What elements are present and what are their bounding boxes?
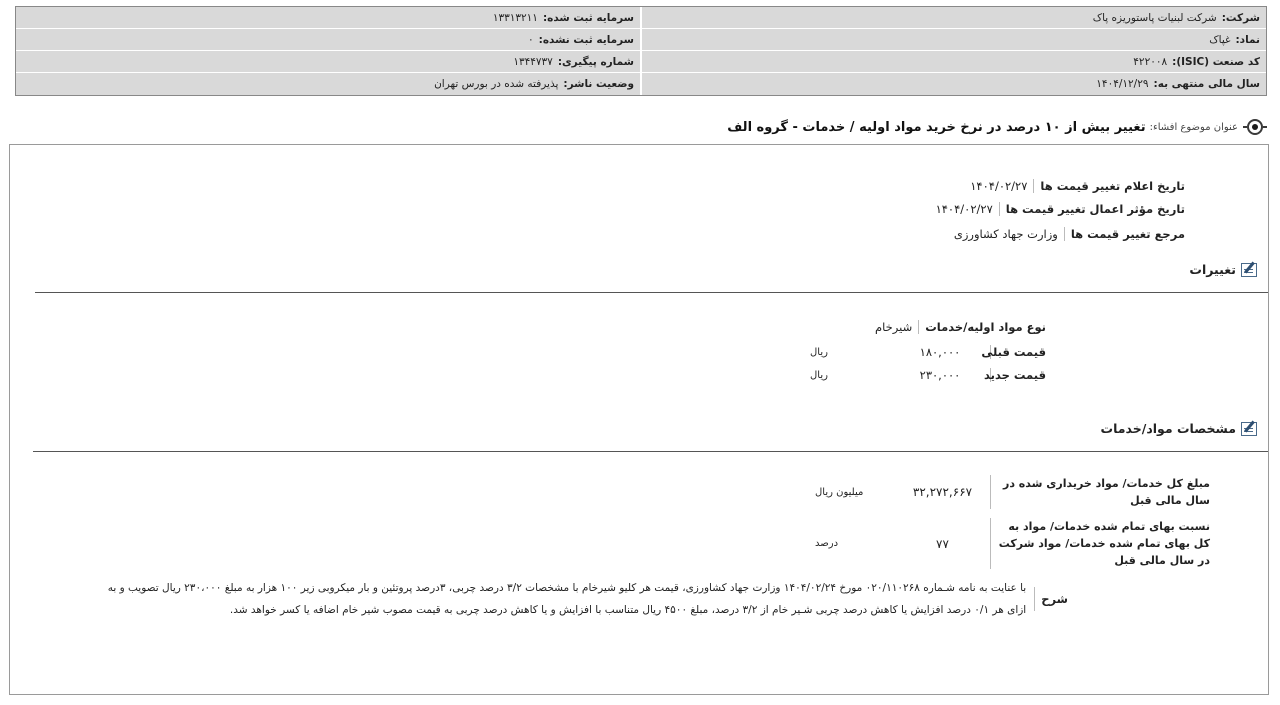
cost-ratio-row — [805, 518, 1210, 569]
tracking-number-label: شماره پیگیری: — [557, 55, 634, 68]
description-label: شرح — [1034, 587, 1068, 611]
cost-ratio-label: نسبت بهای تمام شده خدمات/ مواد به کل بهای تمام شده خدمات/ مواد شرکت در سال مالی قبل — [990, 518, 1210, 569]
cost-ratio-value: ۷۷ — [936, 536, 949, 551]
subject-title: تغییر بیش از ۱۰ درصد در نرخ خرید مواد اولیه / خدمات - گروه الف — [727, 119, 1146, 135]
previous-price-unit: ریال — [810, 346, 828, 358]
isic-label: کد صنعت (ISIC): — [1172, 55, 1260, 68]
effective-date-row — [936, 198, 1185, 220]
specs-section-header — [1101, 419, 1260, 437]
registered-capital-cell — [16, 7, 640, 28]
effective-date-value: ۱۴۰۴/۰۲/۲۷ — [935, 202, 993, 216]
disclosure-subject — [727, 116, 1266, 138]
publisher-status-value: پذیرفته شده در بورس تهران — [434, 78, 559, 90]
cost-ratio-unit: درصد — [815, 538, 839, 549]
specs-section-title: مشخصات مواد/خدمات — [1100, 420, 1236, 436]
total-purchase-unit: میلیون ریال — [815, 486, 864, 498]
fiscal-year-cell — [640, 73, 1266, 95]
info-row-fiscal — [16, 73, 1266, 95]
previous-price-row — [810, 341, 1046, 363]
target-icon — [1244, 116, 1266, 138]
specs-divider — [33, 451, 1268, 452]
changes-divider — [35, 292, 1268, 293]
changes-section-header — [1189, 260, 1260, 278]
new-price-value: ۲۳۰,۰۰۰ — [919, 368, 961, 382]
new-price-row — [810, 364, 1046, 386]
company-value: شرکت لبنیات پاستوریزه پاک — [1092, 11, 1217, 24]
symbol-label: نماد: — [1235, 33, 1260, 46]
changes-section-title: تغییرات — [1189, 261, 1236, 277]
fiscal-year-label: سال مالی منتهی به: — [1153, 78, 1260, 90]
registered-capital-label: سرمایه ثبت شده: — [542, 11, 634, 24]
fiscal-year-value: ۱۴۰۴/۱۲/۲۹ — [1096, 78, 1149, 90]
info-row-symbol — [16, 29, 1266, 51]
new-price-label: قیمت جدید — [983, 368, 1046, 382]
symbol-value: غپاک — [1209, 33, 1231, 46]
price-reference-value: وزارت جهاد کشاورزی — [953, 227, 1058, 241]
effective-date-label: تاریخ مؤثر اعمال تغییر قیمت ها — [999, 202, 1185, 216]
isic-value: ۴۲۲۰۰۸ — [1133, 55, 1168, 68]
price-reference-row — [954, 223, 1185, 245]
company-cell — [640, 7, 1266, 28]
disclosure-body — [9, 144, 1269, 695]
material-type-row — [875, 316, 1046, 338]
tracking-number-cell — [16, 51, 640, 72]
material-type-label: نوع مواد اولیه/خدمات — [918, 320, 1046, 334]
previous-price-value: ۱۸۰,۰۰۰ — [919, 345, 961, 359]
total-purchase-label: مبلغ کل خدمات/ مواد خریداری شده در سال مالی قبل — [990, 475, 1210, 509]
new-price-unit: ریال — [810, 369, 828, 381]
subject-label: عنوان موضوع افشاء: — [1149, 121, 1238, 133]
company-info-table — [15, 6, 1267, 96]
symbol-cell — [640, 29, 1266, 50]
tracking-number-value: ۱۳۴۴۷۳۷ — [513, 55, 553, 68]
announce-date-value: ۱۴۰۴/۰۲/۲۷ — [970, 179, 1028, 193]
info-row-company — [16, 7, 1266, 29]
company-label: شرکت: — [1221, 11, 1260, 24]
announce-date-label: تاریخ اعلام تغییر قیمت ها — [1033, 179, 1185, 193]
material-type-value: شیرخام — [875, 320, 913, 334]
info-row-isic — [16, 51, 1266, 73]
isic-cell — [640, 51, 1266, 72]
total-purchase-row — [805, 475, 1210, 509]
edit-note-icon — [1240, 260, 1260, 278]
description-text: با عنایت به نامه شـماره ۰۲۰/۱۱۰۲۶۸ مورخ ۱۴۰۴/۰۲/۲۴ وزارت جهاد کشاورزی، قیمت هر کلیو شیرخام با مشخصات ۳/۲ درصد چربی، ۳درصد پروتئین و بار میکروبی زیر ۱۰۰ هزار به مبلغ ۲۳۰،۰۰۰ ریال تصویب و به ازای هر ۰/۱ درصد افزایش یا کاهش درصد چربی شـیر خام از ۳/۲ درصد، مبلغ ۴۵۰۰ ریال متناسب با افزایش و یا کاهش درصد چربی به قیمت مصوب شیر خام اضافه یا کسر خواهد شد. — [107, 582, 1027, 616]
unregistered-capital-value: ۰ — [528, 33, 534, 46]
announce-date-row — [970, 175, 1185, 197]
edit-note-icon — [1240, 419, 1260, 437]
publisher-status-cell — [16, 73, 640, 95]
previous-price-label: قیمت قبلی — [981, 345, 1046, 359]
unregistered-capital-label: سرمایه ثبت نشده: — [538, 33, 634, 46]
price-reference-label: مرجع تغییر قیمت ها — [1064, 227, 1185, 241]
unregistered-capital-cell — [16, 29, 640, 50]
registered-capital-value: ۱۳۳۱۳۲۱۱ — [492, 11, 538, 24]
total-purchase-value: ۳۲,۲۷۲,۶۶۷ — [912, 485, 973, 499]
description-row — [104, 577, 1068, 621]
publisher-status-label: وضعیت ناشر: — [563, 78, 634, 90]
